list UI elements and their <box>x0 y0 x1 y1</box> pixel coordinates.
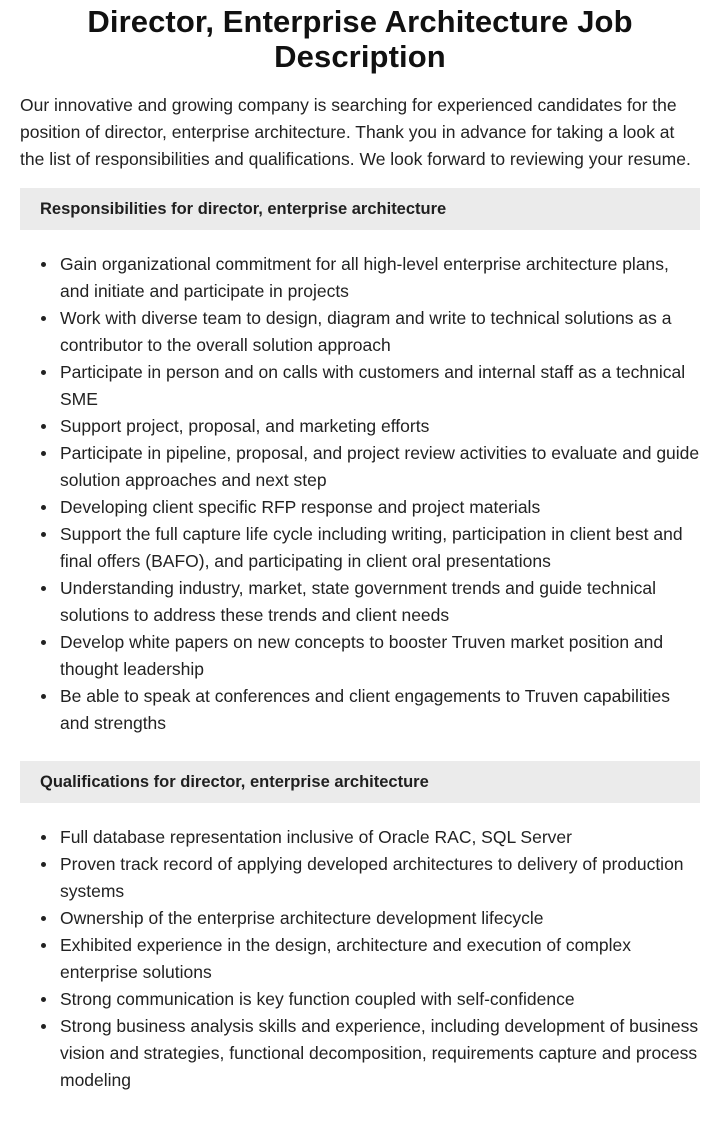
list-item <box>20 905 700 932</box>
list-item <box>20 824 700 851</box>
bullet-icon <box>41 262 46 267</box>
list-item-text: Work with diverse team to design, diagram and write to technical solutions as a contributor to the overall solution approach <box>60 308 672 355</box>
list-item <box>20 629 700 683</box>
list-item-text: Proven track record of applying developed architectures to delivery of production systems <box>60 854 684 901</box>
list-item-text: Participate in pipeline, proposal, and project review activities to evaluate and guide solution approaches and next step <box>60 443 700 490</box>
bullet-icon <box>41 1024 46 1029</box>
list-item <box>20 494 700 521</box>
list-item-text: Be able to speak at conferences and client engagements to Truven capabilities and strengths <box>60 686 670 733</box>
list-item <box>20 986 700 1013</box>
bullet-icon <box>41 424 46 429</box>
bullet-icon <box>41 370 46 375</box>
bullet-icon <box>41 862 46 867</box>
list-item <box>20 683 700 737</box>
list-item-text: Full database representation inclusive of Oracle RAC, SQL Server <box>60 827 572 847</box>
list-item <box>20 251 700 305</box>
bullet-icon <box>41 532 46 537</box>
bullet-icon <box>41 640 46 645</box>
responsibilities-heading: Responsibilities for director, enterprise architecture <box>20 188 700 230</box>
list-item-text: Develop white papers on new concepts to booster Truven market position and thought leadership <box>60 632 664 679</box>
list-item-text: Gain organizational commitment for all high-level enterprise architecture plans, and initiate and participate in projects <box>60 254 669 301</box>
responsibilities-list <box>20 251 700 737</box>
list-item-text: Understanding industry, market, state government trends and guide technical solutions to address these trends and client needs <box>60 578 656 625</box>
bullet-icon <box>41 316 46 321</box>
qualifications-list <box>20 824 700 1094</box>
list-item <box>20 413 700 440</box>
list-item <box>20 1013 700 1094</box>
list-item-text: Developing client specific RFP response and project materials <box>60 497 541 517</box>
qualifications-heading: Qualifications for director, enterprise architecture <box>20 761 700 803</box>
list-item-text: Participate in person and on calls with customers and internal staff as a technical SME <box>60 362 686 409</box>
intro-paragraph: Our innovative and growing company is searching for experienced candidates for the position of director, enterprise architecture. Thank you in advance for taking a look at the list of responsibilities and qualifications. We look forward to reviewing your resume. <box>20 95 691 169</box>
list-item <box>20 575 700 629</box>
bullet-icon <box>41 997 46 1002</box>
list-item <box>20 440 700 494</box>
bullet-icon <box>41 943 46 948</box>
bullet-icon <box>41 586 46 591</box>
list-item-text: Exhibited experience in the design, architecture and execution of complex enterprise solutions <box>60 935 632 982</box>
list-item-text: Support the full capture life cycle including writing, participation in client best and final offers (BAFO), and participating in client oral presentations <box>60 524 683 571</box>
list-item <box>20 521 700 575</box>
list-item-text: Ownership of the enterprise architecture development lifecycle <box>60 908 544 928</box>
list-item-text: Support project, proposal, and marketing efforts <box>60 416 430 436</box>
bullet-icon <box>41 694 46 699</box>
list-item-text: Strong business analysis skills and experience, including development of business vision and strategies, functional decomposition, requirements capture and process modeling <box>60 1016 699 1090</box>
bullet-icon <box>41 451 46 456</box>
bullet-icon <box>41 916 46 921</box>
list-item <box>20 359 700 413</box>
list-item-text: Strong communication is key function coupled with self-confidence <box>60 989 575 1009</box>
list-item <box>20 305 700 359</box>
list-item <box>20 851 700 905</box>
list-item <box>20 932 700 986</box>
page-title: Director, Enterprise Architecture Job Description <box>87 4 633 74</box>
bullet-icon <box>41 835 46 840</box>
bullet-icon <box>41 505 46 510</box>
